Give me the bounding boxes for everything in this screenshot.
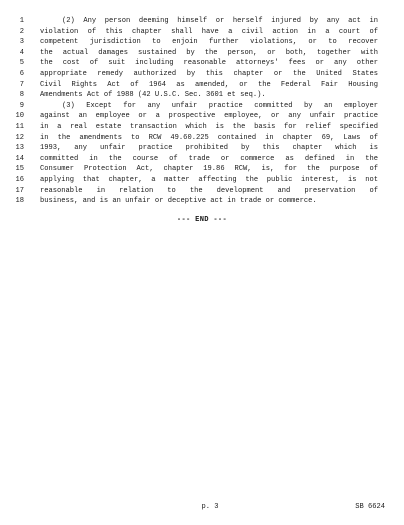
line-text: committed in the course of trade or commerce as defined in the: [40, 154, 378, 163]
line-text: reasonable in relation to the development and preservation of: [40, 186, 378, 195]
bill-number: SB 6624: [355, 503, 385, 511]
line-6: [0, 69, 404, 80]
line-3: [0, 37, 404, 48]
line-number: 17: [15, 186, 24, 195]
line-number: 3: [19, 38, 24, 47]
line-text: violation of this chapter shall have a civil action in a court of: [40, 27, 378, 36]
line-number: 12: [15, 133, 24, 142]
line-number: 13: [15, 144, 24, 153]
page-number: p. 3: [201, 503, 219, 511]
line-text: competent jurisdiction to enjoin further violations, or to recover: [40, 38, 378, 47]
line-text: (3) Except for any unfair practice committed by an employer: [62, 101, 378, 110]
bill-text: [0, 16, 404, 207]
line-number: 15: [15, 165, 24, 174]
line-text: in a real estate transaction which is the basis for relief specified: [40, 122, 378, 131]
line-4: [0, 48, 404, 59]
line-number: 10: [15, 112, 24, 121]
line-10: [0, 111, 404, 122]
line-number: 1: [19, 17, 24, 25]
line-11: [0, 122, 404, 133]
line-text: 1993, any unfair practice prohibited by this chapter which is: [40, 144, 378, 153]
line-number: 16: [15, 175, 24, 184]
line-text: (2) Any person deeming himself or herself injured by any act in: [62, 17, 378, 25]
line-17: [0, 186, 404, 197]
line-15: [0, 164, 404, 175]
line-text: Civil Rights Act of 1964 as amended, or the Federal Fair Housing: [40, 80, 378, 89]
line-number: 11: [15, 122, 24, 131]
line-text: the cost of suit including reasonable attorneys' fees or any other: [40, 59, 378, 68]
line-9: [0, 101, 404, 112]
line-2: [0, 27, 404, 38]
line-16: [0, 175, 404, 186]
line-number: 6: [19, 69, 24, 78]
line-text: applying that chapter, a matter affecting the public interest, is not: [40, 175, 378, 184]
line-number: 2: [19, 27, 24, 36]
line-number: 8: [19, 91, 24, 100]
line-number: 4: [19, 48, 24, 57]
line-14: [0, 154, 404, 165]
line-text: Consumer Protection Act, chapter 19.86 RCW, is, for the purpose of: [40, 165, 378, 174]
end-marker: --- END ---: [176, 216, 228, 224]
line-text: the actual damages sustained by the person, or both, together with: [40, 48, 378, 57]
line-text: in the amendments to RCW 49.60.225 contained in chapter 69, Laws of: [40, 133, 378, 142]
line-13: [0, 143, 404, 154]
line-number: 18: [15, 197, 24, 206]
line-number: 5: [19, 59, 24, 68]
line-text: against an employee or a prospective employee, or any unfair practice: [40, 112, 378, 121]
line-5: [0, 58, 404, 69]
line-18: [0, 196, 404, 207]
line-12: [0, 133, 404, 144]
line-8: [0, 90, 404, 101]
line-text: appropriate remedy authorized by this chapter or the United States: [40, 69, 378, 78]
line-text: business, and is an unfair or deceptive act in trade or commerce.: [40, 197, 317, 206]
line-1: [0, 16, 404, 27]
line-number: 14: [15, 154, 24, 163]
line-number: 7: [19, 80, 24, 89]
line-7: [0, 80, 404, 91]
line-text: Amendments Act of 1988 (42 U.S.C. Sec. 3601 et seq.).: [40, 91, 266, 100]
line-number: 9: [19, 101, 24, 110]
